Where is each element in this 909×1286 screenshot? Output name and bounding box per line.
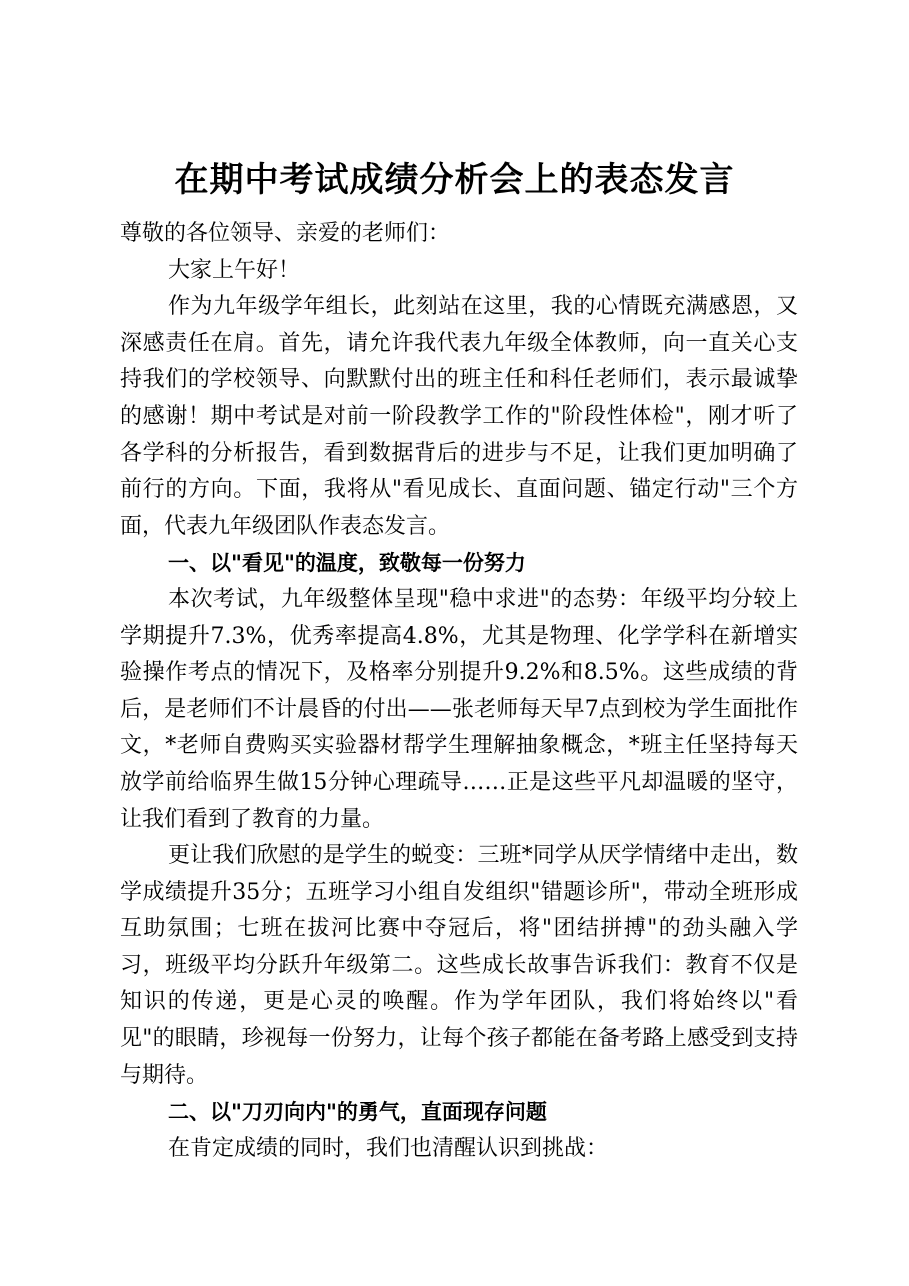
section-2-paragraph-1: 在肯定成绩的同时，我们也清醒认识到挑战： [168,1135,609,1161]
section-1-paragraph-2: 更让我们欣慰的是学生的蜕变：三班*同学从厌学情绪中走出，数学成绩提升35分；五班学习小组自发组织"错题诊所"，带动全班形成互助氛围；七班在拔河比赛中夺冠后，将"团结拼搏"的劲头融入学习，班级平均分跃升年级第二。这些成长故事告诉我们：教育不仅是知识的传递，更是心灵的唤醒。作为学年团队，我们将始终以"看见"的眼睛，珍视每一份努力，让每个孩子都能在备考路上感受到支持与期待。 [120,843,798,1088]
document-body [120,216,798,1167]
salutation: 尊敬的各位领导、亲爱的老师们： [120,221,451,246]
document-title: 在期中考试成绩分析会上的表态发言 [174,160,735,200]
section-1-paragraph-1: 本次考试，九年级整体呈现"稳中求进"的态势：年级平均分较上学期提升7.3%，优秀率提高4.8%，尤其是物理、化学学科在新增实验操作考点的情况下，及格率分别提升9.2%和8.5%。这些成绩的背后，是老师们不计晨昏的付出——张老师每天早7点到校为学生面批作文，*老师自费购买实验器材帮学生理解抽象概念，*班主任坚持每天放学前给临界生做15分钟心理疏导……正是这些平凡却温暖的坚守，让我们看到了教育的力量。 [120,586,798,832]
greeting: 大家上午好！ [168,257,301,283]
section-heading-1: 一、以"看见"的温度，致敬每一份努力 [168,551,526,576]
intro-paragraph: 作为九年级学年组长，此刻站在这里，我的心情既充满感恩，又深感责任在肩。首先，请允许我代表九年级全体教师，向一直关心支持我们的学校领导、向默默付出的班主任和科任老师们，表示最诚挚的感谢！期中考试是对前一阶段教学工作的"阶段性体检"，刚才听了各学科的分析报告，看到数据背后的进步与不足，让我们更加明确了前行的方向。下面，我将从"看见成长、直面问题、锚定行动"三个方面，代表九年级团队作表态发言。 [120,294,798,539]
section-heading-2: 二、以"刀刃向内"的勇气，直面现存问题 [168,1100,547,1125]
